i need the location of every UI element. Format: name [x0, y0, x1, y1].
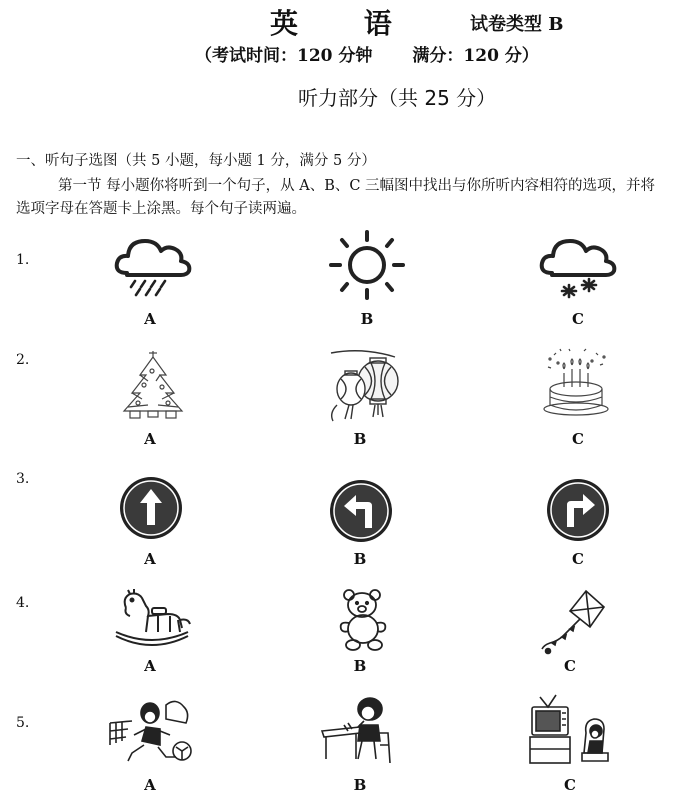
girl-at-desk-icon — [318, 693, 406, 767]
option-c-label[interactable]: C — [572, 430, 584, 448]
part-title: 一、听句子选图（共 5 小题，每小题 1 分，满分 5 分） — [16, 153, 376, 169]
rocking-horse-icon — [112, 588, 192, 654]
instruction-text: 第一节 每小题你将听到一个句子，从 A、B、C 三幅图中找出与你所听内容相符的选项，并将选项字母在答题卡上涂黑。每个句子读两遍。 — [16, 178, 656, 217]
question-number-1: 1. — [16, 252, 30, 268]
option-a-label[interactable]: A — [144, 657, 156, 675]
subject-title: 英 语 — [270, 7, 420, 40]
kite-icon — [540, 587, 610, 657]
lanterns-icon — [323, 345, 403, 423]
option-b-label[interactable]: B — [360, 310, 374, 328]
question-number-2: 2. — [16, 352, 30, 368]
exam-time: （考试时间：120 分钟 — [195, 46, 373, 66]
option-b-label[interactable]: B — [353, 776, 367, 794]
option-b-label[interactable]: B — [353, 657, 367, 675]
birthday-cake-icon — [540, 345, 612, 420]
question-number-4: 4. — [16, 595, 30, 611]
option-a-label[interactable]: A — [144, 310, 156, 328]
section-title: 听力部分（共 25 分） — [298, 86, 497, 110]
option-c-label[interactable]: C — [564, 776, 576, 794]
snow-cloud-icon — [538, 233, 618, 301]
sun-icon — [327, 228, 407, 302]
option-c-label[interactable]: C — [564, 657, 576, 675]
turn-left-sign-icon — [328, 478, 394, 544]
paper-type: 试卷类型 B — [470, 14, 564, 35]
teddy-bear-icon — [333, 587, 393, 653]
rain-cloud-icon — [113, 233, 193, 301]
option-c-label[interactable]: C — [572, 550, 584, 568]
boy-playing-football-icon — [106, 695, 198, 767]
full-score: 满分：120 分） — [412, 46, 539, 66]
question-number-3: 3. — [16, 471, 30, 487]
question-number-5: 5. — [16, 715, 30, 731]
turn-right-sign-icon — [545, 477, 611, 543]
option-a-label[interactable]: A — [144, 776, 156, 794]
option-a-label[interactable]: A — [144, 430, 156, 448]
go-straight-sign-icon — [118, 475, 184, 541]
option-a-label[interactable]: A — [144, 550, 156, 568]
option-b-label[interactable]: B — [353, 550, 367, 568]
child-watching-tv-icon — [528, 693, 618, 768]
christmas-tree-icon — [118, 345, 188, 420]
exam-info — [195, 41, 539, 66]
option-b-label[interactable]: B — [353, 430, 367, 448]
option-c-label[interactable]: C — [572, 310, 584, 328]
